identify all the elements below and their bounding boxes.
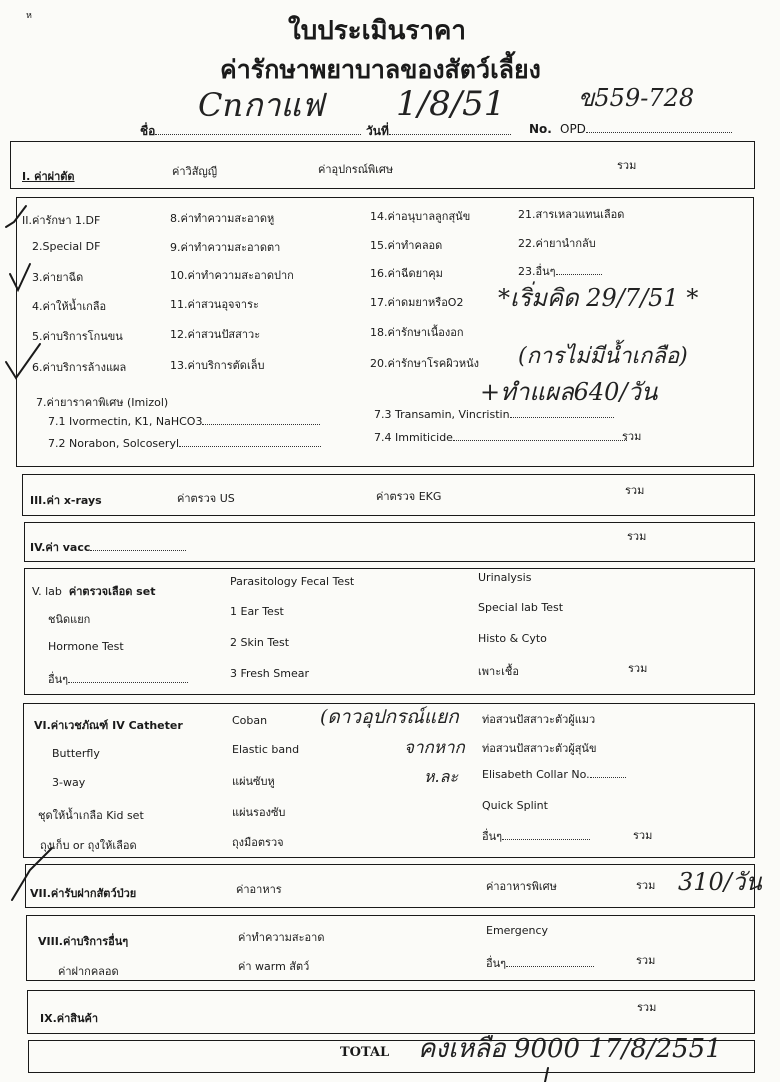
- elisabeth-collar: Elisabeth Collar No.: [482, 768, 626, 781]
- treatment-item: 18.ค่ารักษาเนื้องอก: [370, 326, 464, 339]
- treatment-item: 3.ค่ายาฉีด: [32, 271, 84, 284]
- section-supplies-total: รวม: [633, 829, 653, 842]
- section-surgery-total: รวม: [617, 159, 637, 172]
- treatment-item: 9.ค่าทำความสะอาดตา: [170, 241, 281, 254]
- treatment-item: 5.ค่าบริการโกนขน: [32, 330, 123, 343]
- handwritten-note: (การไม่มีน้ำเกลือ): [518, 344, 688, 369]
- tick-mark-boarding: [12, 848, 52, 900]
- handwritten-date: 1/8/51: [396, 84, 506, 124]
- opd-label: OPD: [560, 122, 732, 136]
- total-pen-stroke: [545, 1068, 548, 1082]
- name-label: ชื่อ: [140, 122, 361, 141]
- section-supplies-title: VI.ค่าเวชภัณฑ์ IV Catheter: [34, 719, 183, 732]
- treatment-item: 8.ค่าทำความสะอาดหู: [170, 212, 275, 225]
- treatment-item: 6.ค่าบริการล้างแผล: [32, 361, 127, 374]
- cat-urinary-catheter: ท่อสวนปัสสาวะตัวผู้แมว: [482, 713, 596, 726]
- section-boarding-total: รวม: [636, 879, 656, 892]
- date-label: วันที่: [366, 122, 511, 141]
- anesthesia-fee: ค่าวิสัญญี: [172, 165, 218, 178]
- special-drugs-title: 7.ค่ายาราคาพิเศษ (Imizol): [36, 396, 169, 409]
- emergency: Emergency: [486, 924, 549, 937]
- treatment-item: 2.Special DF: [32, 240, 101, 253]
- special-drug-7-1: 7.1 Ivormectin, K1, NaHCO3: [48, 415, 320, 428]
- culture: เพาะเชื้อ: [478, 665, 519, 678]
- special-food-fee: ค่าอาหารพิเศษ: [486, 880, 557, 893]
- treatment-item: 20.ค่ารักษาโรคผิวหนัง: [370, 357, 479, 370]
- tick-mark-treatment: [6, 206, 26, 227]
- section-xray-title: III.ค่า x-rays: [30, 494, 102, 507]
- elastic-band: Elastic band: [232, 743, 300, 756]
- birth-boarding-fee: ค่าฝากคลอด: [58, 965, 119, 978]
- special-drug-7-4: 7.4 Immiticide: [374, 431, 627, 444]
- coban: Coban: [232, 714, 268, 727]
- iv-kid-set: ชุดให้น้ำเกลือ Kid set: [38, 809, 144, 822]
- handwritten-start-date: *เริ่มคิด 29/7/51 *: [498, 284, 699, 312]
- handwritten-id: ข559-728: [578, 84, 695, 112]
- section-treatment-total: รวม: [622, 430, 642, 443]
- ear-test: 1 Ear Test: [230, 605, 284, 618]
- treatment-item: 21.สารเหลวแทนเลือด: [518, 208, 625, 221]
- section-xray-total: รวม: [625, 484, 645, 497]
- section-vaccine-title: IV.ค่า vacc: [30, 538, 186, 556]
- special-equipment-fee: ค่าอุปกรณ์พิเศษ: [318, 163, 394, 176]
- handwritten-supply-note-3: ห.ละ: [424, 767, 459, 786]
- cleaning-fee: ค่าทำความสะอาด: [238, 931, 325, 944]
- treatment-item: 13.ค่าบริการตัดเล็บ: [170, 359, 265, 372]
- treatment-item: 12.ค่าสวนปัสสาวะ: [170, 328, 261, 341]
- skin-test: 2 Skin Test: [230, 636, 290, 649]
- total-label: TOTAL: [340, 1045, 390, 1060]
- ear-pad: แผ่นซับหู: [232, 775, 275, 788]
- services-other: อื่นๆ: [486, 954, 594, 972]
- handwritten-supply-note-2: จากหาก: [404, 738, 465, 758]
- form-subtitle: ค่ารักษาพยาบาลของสัตว์เลี้ยง: [220, 55, 541, 84]
- form-title: ใบประเมินราคา: [288, 16, 466, 46]
- treatment-item: 22.ค่ายานำกลับ: [518, 237, 596, 250]
- warming-fee: ค่า warm สัตว์: [238, 960, 310, 973]
- treatment-item: 23.อื่นๆ: [518, 262, 602, 280]
- fecal-test: Parasitology Fecal Test: [230, 575, 355, 588]
- hormone-test: Hormone Test: [48, 640, 124, 653]
- handwritten-total: คงเหลือ 9000 17/8/2551: [418, 1034, 722, 1064]
- handwritten-name: Cnกาแฟ: [198, 86, 324, 124]
- quick-splint: Quick Splint: [482, 799, 548, 812]
- treatment-item: 17.ค่าดมยาหรือO2: [370, 296, 464, 309]
- exam-gloves: ถุงมือตรวจ: [232, 836, 284, 849]
- treatment-item: 15.ค่าทำคลอด: [370, 239, 443, 252]
- histo-cyto: Histo & Cyto: [478, 632, 547, 645]
- treatment-item: II.ค่ารักษา 1.DF: [22, 214, 101, 227]
- treatment-item: 16.ค่าฉีดยาคุม: [370, 267, 443, 280]
- section-other-services-title: VIII.ค่าบริการอื่นๆ: [38, 935, 129, 948]
- tick-mark-wound-care: [6, 344, 40, 378]
- treatment-item: 14.ค่าอนุบาลลูกสุนัข: [370, 210, 471, 223]
- lab-other: อื่นๆ: [48, 670, 188, 688]
- handwritten-boarding-total: 310/วัน: [678, 868, 762, 896]
- tick-mark-injection: [10, 264, 30, 290]
- urinalysis: Urinalysis: [478, 571, 532, 584]
- ekg-fee: ค่าตรวจ EKG: [376, 490, 442, 503]
- food-fee: ค่าอาหาร: [236, 883, 282, 896]
- section-other-services-total: รวม: [636, 954, 656, 967]
- corner-mark: ห: [26, 11, 32, 21]
- section-lab-total: รวม: [628, 662, 648, 675]
- treatment-item: 10.ค่าทำความสะอาดปาก: [170, 269, 294, 282]
- section-products-title: IX.ค่าสินค้า: [40, 1012, 99, 1025]
- three-way: 3-way: [52, 776, 86, 789]
- no-label: No.: [529, 122, 552, 136]
- lab-type: ชนิดแยก: [48, 613, 91, 626]
- section-products-total: รวม: [637, 1001, 657, 1014]
- handwritten-supply-note-1: (ดาวอุปกรณ์แยก: [320, 706, 459, 728]
- section-surgery-title: I. ค่าผ่าตัด: [22, 170, 75, 183]
- section-vaccine-total: รวม: [627, 530, 647, 543]
- fresh-smear: 3 Fresh Smear: [230, 667, 309, 680]
- special-drug-7-3: 7.3 Transamin, Vincristin: [374, 408, 614, 421]
- section-boarding-title: VII.ค่ารับฝากสัตว์ป่วย: [30, 887, 137, 900]
- absorbent-pad: แผ่นรองซับ: [232, 806, 286, 819]
- ultrasound-fee: ค่าตรวจ US: [177, 492, 235, 505]
- section-lab-title: V. lab ค่าตรวจเลือด set: [32, 585, 156, 598]
- pen-mark-strokes: [6, 206, 548, 1082]
- special-drug-7-2: 7.2 Norabon, Solcoseryl: [48, 437, 321, 450]
- supplies-other: อื่นๆ: [482, 827, 590, 845]
- blood-bag: ถุงเก็บ or ถุงให้เลือด: [40, 839, 137, 852]
- treatment-item: 11.ค่าสวนอุจจาระ: [170, 298, 259, 311]
- dog-urinary-catheter: ท่อสวนปัสสาวะตัวผู้สุนัข: [482, 742, 597, 755]
- treatment-item: 4.ค่าให้น้ำเกลือ: [32, 300, 107, 313]
- handwritten-wound-price: +ทำแผล640/วัน: [480, 378, 658, 406]
- special-lab-test: Special lab Test: [478, 601, 564, 614]
- butterfly: Butterfly: [52, 747, 100, 760]
